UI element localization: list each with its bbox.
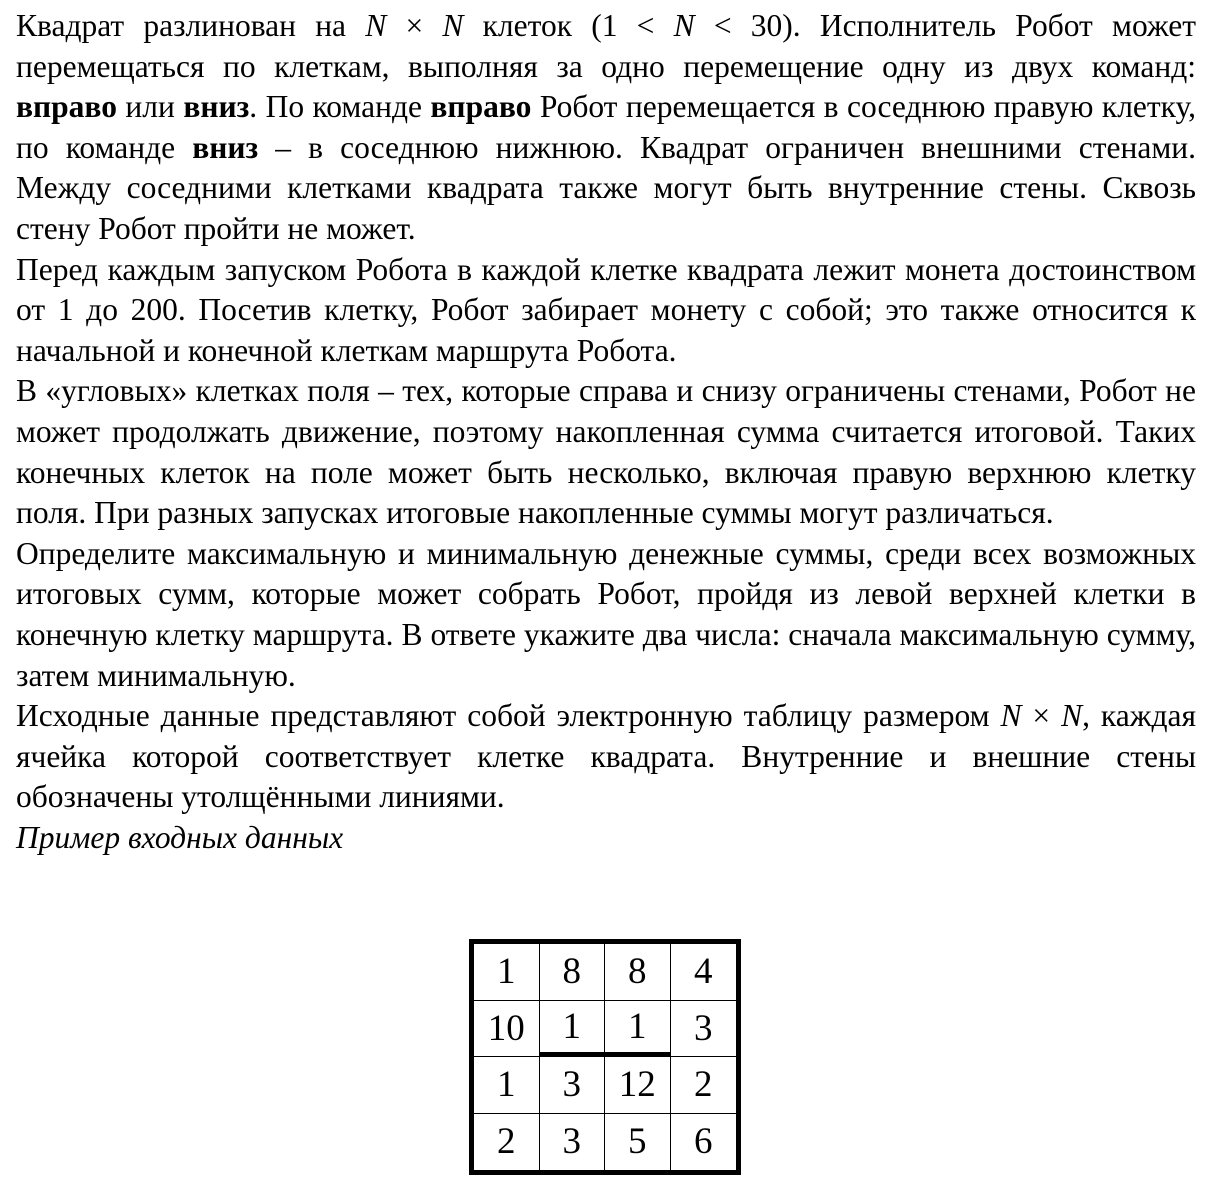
text-run: Робот перемещается в соседнюю правую клетку, по команде — [16, 89, 1197, 165]
text-run: × — [1021, 698, 1062, 734]
grid-cell: 1 — [474, 1057, 540, 1114]
grid-cell: 3 — [540, 1114, 606, 1171]
command-down: вниз — [192, 129, 259, 165]
grid-cell: 8 — [540, 944, 606, 1001]
grid-cell: 3 — [671, 1001, 737, 1058]
grid-cell: 1 — [474, 944, 540, 1001]
grid-cell: 2 — [671, 1057, 737, 1114]
command-right: вправо — [430, 89, 532, 125]
task-text — [16, 6, 1196, 858]
paragraph-3: В «угловых» клетках поля – тех, которые справа и снизу ограничены стенами, Робот не может продолжать движение, поэтому накопленная сумма считается итоговой. Таких конечных клеток на поле может быть несколько, включая правую верхнюю клетку поля. При разных запусках итоговые накопленные суммы могут различаться. — [16, 373, 1196, 531]
grid-cell: 5 — [605, 1114, 671, 1171]
grid-cell: 6 — [694, 1121, 713, 1163]
text-run: Исходные данные представляют собой электронную таблицу размером — [16, 698, 1001, 734]
grid-cell: 12 — [605, 1057, 671, 1114]
variable-n: N — [1061, 698, 1083, 734]
paragraph-4: Определите максимальную и минимальную денежные суммы, среди всех возможных итоговых сумм, которые может собрать Робот, пройдя из левой верхней клетки в конечную клетку маршрута. В ответе укажите два числа: сначала максимальную сумму, затем минимальную. — [16, 535, 1196, 693]
grid-cell: 10 — [474, 1001, 540, 1058]
paragraph-1 — [16, 6, 1196, 250]
text-run: или — [116, 89, 184, 125]
grid-cell: 1 — [605, 1001, 671, 1058]
example-grid — [469, 939, 741, 1175]
text-run: × — [386, 8, 443, 43]
text-run: клеток (1 < — [463, 8, 674, 43]
grid-cell: 8 — [605, 944, 671, 1001]
command-down: вниз — [183, 89, 250, 125]
text-run: – в соседнюю нижнюю. Квадрат ограничен внешними стенами. Между соседними клетками квадрата также могут быть внутренние стены. Сквозь стену Робот пройти не может. — [16, 129, 1196, 246]
grid-cell: 4 — [671, 944, 737, 1001]
variable-n: N — [365, 8, 387, 43]
command-right: вправо — [16, 89, 117, 125]
example-label: Пример входных данных — [16, 819, 344, 855]
text-run: . По команде — [249, 89, 431, 125]
paragraph-5 — [16, 696, 1196, 818]
paragraph-2: Перед каждым запуском Робота в каждой клетке квадрата лежит монета достоинством от 1 до 200. Посетив клетку, Робот забирает монету с собой; это также относится к начальной и конечной клеткам маршрута Робота. — [16, 251, 1196, 368]
text-run: < 30). Исполнитель Робот может перемещаться по клеткам, выполняя за одно перемещение одну из двух команд: — [16, 8, 1197, 84]
grid-cell: 2 — [474, 1114, 540, 1171]
variable-n: N — [442, 8, 464, 43]
variable-n: N — [1000, 698, 1022, 734]
grid-cell: 3 — [540, 1057, 606, 1114]
grid-cell: 1 — [540, 1001, 606, 1058]
variable-n: N — [673, 8, 695, 43]
text-run: , каждая ячейка которой соответствует клетке квадрата. Внутренние и внешние стены обозначены утолщёнными линиями. — [16, 698, 1197, 815]
text-run: Квадрат разлинован на — [16, 8, 366, 43]
